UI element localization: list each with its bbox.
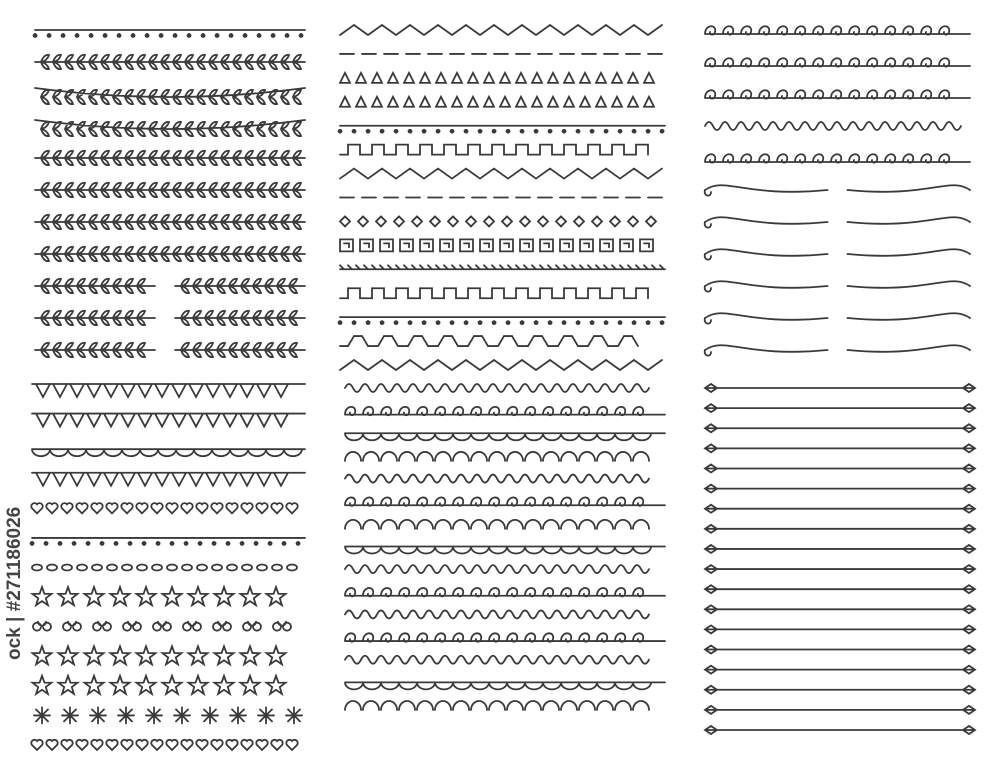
border-wave [345, 384, 649, 392]
border-diamonds [340, 216, 656, 226]
border-arcs [345, 452, 649, 461]
border-arrow [705, 545, 975, 553]
border-flourish [705, 281, 970, 291]
watermark-id: #271186026 [4, 506, 25, 612]
border-wave [345, 475, 649, 483]
border-arrow [705, 686, 975, 694]
border-scallop [345, 433, 665, 440]
border-swirl [345, 497, 665, 505]
border-leaves [35, 247, 305, 261]
border-ticks [340, 265, 665, 269]
border-squares [340, 239, 653, 251]
border-wave [705, 122, 961, 130]
border-arrow [705, 585, 975, 593]
border-leafsplit [35, 343, 305, 357]
border-arcs [345, 520, 649, 529]
border-swirl [705, 90, 970, 98]
border-scallop [32, 449, 305, 456]
border-scallop [345, 547, 665, 554]
border-flourish [705, 185, 970, 195]
border-hearts [31, 740, 297, 750]
border-zigzag [340, 360, 662, 370]
border-leafsplit [35, 311, 305, 325]
border-swirl [705, 58, 970, 66]
border-flourish [705, 217, 970, 227]
border-flags [32, 384, 305, 397]
border-arrow [705, 625, 975, 633]
border-flourish [705, 345, 970, 355]
border-scallop [345, 682, 665, 689]
border-zigzag [340, 169, 662, 179]
border-arrow [705, 444, 975, 452]
border-swirl [705, 26, 970, 34]
stock-watermark [4, 507, 26, 660]
border-swirl [345, 407, 665, 415]
border-triangles [340, 97, 654, 107]
border-arrow [705, 485, 975, 493]
border-zigzag [340, 25, 662, 35]
border-arcs [345, 701, 649, 710]
border-flowers [33, 622, 291, 631]
border-leafsplit [35, 279, 305, 293]
border-arrow [705, 646, 975, 654]
border-dots-dots [34, 34, 303, 37]
border-arrow [705, 464, 975, 472]
border-arrow [705, 605, 975, 613]
border-stars [33, 646, 286, 664]
border-swirl [345, 588, 665, 596]
border-arrow [705, 384, 975, 392]
watermark-label: ock | [4, 616, 25, 660]
border-arrow [705, 726, 975, 734]
border-arrow [705, 565, 975, 573]
border-trapezoid [340, 336, 638, 346]
border-arrow [705, 525, 975, 533]
border-flags [32, 414, 305, 427]
border-meander [340, 145, 648, 155]
border-arrow [705, 404, 975, 412]
border-hearts [31, 503, 297, 513]
border-swirl [345, 633, 665, 641]
border-arrow [705, 505, 975, 513]
border-dots-dots [339, 130, 664, 133]
border-triangles [340, 73, 654, 83]
border-arrow [705, 424, 975, 432]
border-leafarc [35, 120, 305, 136]
border-meander [340, 288, 648, 298]
border-wave [345, 565, 649, 573]
border-circles [32, 564, 297, 570]
border-stars [33, 676, 286, 694]
border-wave [345, 656, 649, 664]
border-arrow [705, 666, 975, 674]
border-snow [34, 707, 302, 723]
border-flags [32, 473, 305, 486]
border-dots-dots [31, 542, 300, 545]
border-leafarc [35, 88, 305, 104]
border-dots-dots [339, 321, 664, 324]
border-arrowleaf [35, 151, 305, 165]
border-flourish [705, 313, 970, 323]
border-swirl [705, 154, 970, 162]
border-leaves [35, 55, 305, 69]
border-wave [345, 610, 649, 618]
border-leaves [35, 183, 305, 197]
border-arrow [705, 706, 975, 714]
border-stars [33, 587, 286, 605]
border-leaves [35, 215, 305, 229]
border-flourish [705, 249, 970, 259]
